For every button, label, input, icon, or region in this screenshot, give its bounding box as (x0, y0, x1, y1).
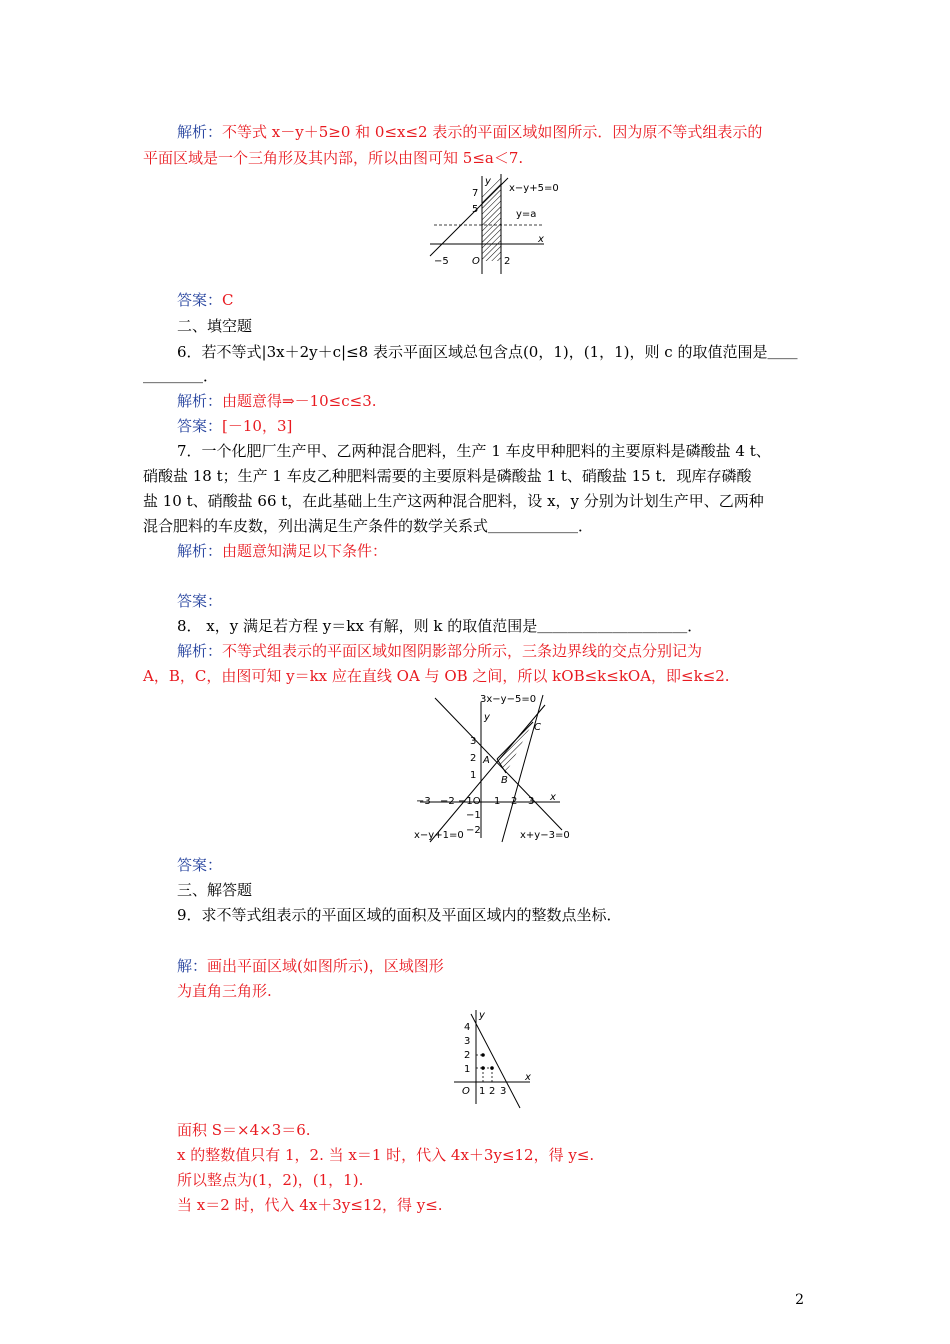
figure-p8 (410, 690, 580, 845)
fig1-tick-xneg5: −5 (434, 256, 449, 267)
fig3-tick-y1: 1 (464, 1064, 471, 1075)
p9-s1: 面积 S＝×4×3＝6. (177, 1121, 311, 1139)
p7-answer (177, 591, 222, 611)
p6-answer (177, 416, 292, 436)
fig2-line-left-label: x−y+1=0 (414, 830, 464, 841)
fig2-point-c: C (534, 722, 541, 733)
fig2-tick-yn1: −1 (466, 810, 481, 821)
fig1-yaxis-label: y (485, 176, 491, 187)
fig2-tick-x1: 1 (494, 796, 501, 807)
fig2-point-b: B (501, 775, 508, 786)
fig2-tick-y1: 1 (470, 770, 477, 781)
p9-line1: 9．求不等式组表示的平面区域的面积及平面区域内的整数点坐标． (177, 906, 622, 924)
p7-line1: 7．一个化肥厂生产甲、乙两种混合肥料，生产 1 车皮甲种肥料的主要原料是磷酸盐 4 t、 (177, 442, 771, 460)
answer-label: 答案： (177, 856, 223, 874)
fig3-tick-x2: 2 (489, 1086, 496, 1097)
fig3-tick-y3: 3 (464, 1036, 471, 1047)
fig2-tick-y3: 3 (470, 736, 477, 747)
answer-value: [－10，3] (222, 417, 293, 435)
fig1-tick-x2: 2 (504, 256, 511, 267)
fig2-tick-x2: 2 (511, 796, 518, 807)
analysis-label: 解析： (177, 392, 223, 410)
fig3-tick-x1: 1 (479, 1086, 486, 1097)
fig2-line-right-label: x+y−3=0 (520, 830, 570, 841)
answer-label: 答案： (177, 291, 223, 309)
fig3-tick-y4: 4 (464, 1022, 471, 1033)
analysis-text: 由题意知满足以下条件： (222, 542, 388, 560)
fig3-origin: O (462, 1086, 470, 1097)
p9-s4: 当 x＝2 时，代入 4x＋3y≤12，得 y≤. (177, 1196, 443, 1214)
analysis-text: 不等式组表示的平面区域如图阴影部分所示，三条边界线的交点分别记为 (222, 642, 703, 660)
fig1-xaxis-label: x (538, 234, 544, 245)
fig2-tick-xn1-origin: −1O (458, 796, 481, 807)
answer-value: C (222, 291, 234, 309)
p7-line3: 盐 10 t、硝酸盐 66 t，在此基础上生产这两种混合肥料，设 x，y 分别为计划生产甲、乙两种 (143, 492, 764, 510)
fig2-tick-y2: 2 (470, 753, 477, 764)
fig2-tick-xn2: −2 (440, 796, 455, 807)
answer-label: 答案： (177, 592, 223, 610)
solution-label: 解： (177, 957, 208, 975)
section-solve: 三、解答题 (177, 881, 253, 899)
figure-p5 (420, 174, 560, 274)
p7-line4: 混合肥料的车皮数，列出满足生产条件的数学关系式＿＿＿＿＿＿． (143, 517, 594, 535)
fig1-tick-y5: 5 (472, 204, 479, 215)
analysis-label: 解析： (177, 542, 223, 560)
fig3-yaxis-label: y (479, 1010, 485, 1021)
p9-s3: 所以整点为(1，2)，(1，1). (177, 1171, 364, 1189)
fig2-tick-x3: 3 (528, 796, 535, 807)
fig3-tick-y2: 2 (464, 1050, 471, 1061)
p5-analysis-line1 (177, 122, 762, 142)
fig2-line-top-label: 3x−y−5=0 (480, 694, 537, 705)
answer-label: 答案： (177, 417, 223, 435)
p6-line1: 6．若不等式|3x＋2y＋c|≤8 表示平面区域总包含点(0，1)，(1，1)，则 c 的取值范围是＿＿ (177, 343, 798, 361)
p6-analysis (177, 391, 377, 411)
p9-solution-line1 (177, 956, 444, 976)
p8-analysis-line2: A，B，C，由图可知 y＝kx 应在直线 OA 与 OB 之间，所以 kOB≤k≤kOA，即≤k≤2. (143, 667, 730, 685)
fig3-xaxis-label: x (525, 1072, 531, 1083)
p9-solution-line2: 为直角三角形. (177, 982, 272, 1000)
solution-text: 画出平面区域(如图所示)，区域图形 (207, 957, 444, 975)
fig1-tick-y7: 7 (472, 188, 479, 199)
p7-line2: 硝酸盐 18 t；生产 1 车皮乙种肥料需要的主要原料是磷酸盐 1 t、硝酸盐 15 t．现库存磷酸 (143, 467, 752, 485)
p7-analysis (177, 541, 387, 561)
fig2-xaxis-label: x (550, 792, 556, 803)
p8-analysis-line1 (177, 641, 702, 661)
p6-line2: ＿＿＿＿． (143, 367, 219, 385)
fig2-yaxis-label: y (484, 712, 490, 723)
p9-s2: x 的整数值只有 1，2. 当 x＝1 时，代入 4x＋3y≤12，得 y≤. (177, 1146, 595, 1164)
fig2-tick-yn2: −2 (466, 825, 481, 836)
page-number: 2 (795, 1292, 804, 1308)
p5-answer (177, 290, 234, 310)
analysis-label: 解析： (177, 642, 223, 660)
fig3-tick-x3: 3 (500, 1086, 507, 1097)
fig1-line-label: x−y+5=0 (509, 183, 559, 194)
fig2-point-a: A (483, 755, 490, 766)
analysis-text: 不等式 x－y＋5≥0 和 0≤x≤2 表示的平面区域如图所示．因为原不等式组表示的 (222, 123, 763, 141)
section-fill-blank: 二、填空题 (177, 317, 253, 335)
analysis-label: 解析： (177, 123, 223, 141)
fig1-ya-label: y=a (516, 209, 537, 220)
p8-answer (177, 855, 222, 875)
p8-line1: 8． x，y 满足若方程 y＝kx 有解，则 k 的取值范围是＿＿＿＿＿＿＿＿＿＿． (177, 617, 703, 635)
fig1-origin: O (472, 256, 480, 267)
figure-p9 (452, 1008, 537, 1113)
analysis-text: 由题意得⇒－10≤c≤3. (222, 392, 377, 410)
fig2-tick-xn3: −3 (416, 796, 431, 807)
p5-analysis-line2: 平面区域是一个三角形及其内部，所以由图可知 5≤a＜7. (143, 149, 524, 167)
